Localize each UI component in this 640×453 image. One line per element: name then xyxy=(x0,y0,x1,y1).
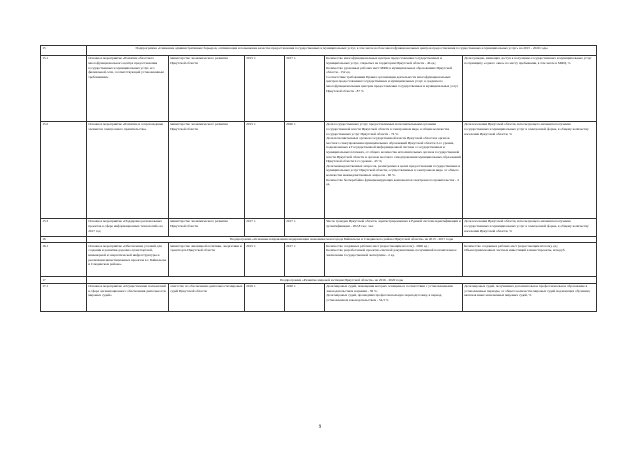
start-year: 2017 г. xyxy=(245,219,285,237)
end-year: 2020 г. xyxy=(285,283,325,311)
expected-results xyxy=(325,219,463,237)
end-year: 2020 г. xyxy=(285,122,325,219)
target-indicators xyxy=(463,122,597,219)
result-line: Доля мировых судей, помещения которых оснащены в соответствии с установленными законодательством нормами - 59 %. xyxy=(326,284,453,293)
row-number: 15.1 xyxy=(41,56,87,122)
row-number: 17 xyxy=(41,277,87,283)
target-line: Доля граждан, имеющих доступ к получению государственных и муниципальных услуг по принципу «одного окна» по месту пребывания, в том числе в МФЦ, % xyxy=(464,56,592,65)
result-line: Соответствие требованиям Правил организации деятельности многофункциональных центров предоставления государственных и муниципальных услуг, в среднем по многофункциональным центрам предоставления государственных и муниципальных услуг Иркутской области - 87 % xyxy=(326,74,459,93)
program-table xyxy=(40,45,597,312)
target-indicators xyxy=(463,219,597,237)
responsible-executor: министерство экономического развития Иркутской области xyxy=(169,219,245,237)
target-line: Количество созданных рабочих мест (нарастающим итогом), ед.; xyxy=(464,243,559,248)
target-line: Доля населения Иркутской области, использующего механизм получения государственных и муниципальных услуг в электронной форме, в общему количеству населения Иркутской области, % xyxy=(464,219,589,233)
page-number: 9 xyxy=(318,425,322,430)
result-line: Число граждан Иркутской области, зарегистрированных в Единой системе идентификации и аутентификации - 202,8 тыс. чел. xyxy=(326,219,461,228)
result-line: Доля государственных услуг, предоставляемых исполнительными органами государственной власти Иркутской области в электронном виде, в общем количестве государственных услуг Иркутской области - 74 %. xyxy=(326,122,450,136)
start-year: 2015 г. xyxy=(245,243,285,277)
expected-results xyxy=(325,122,463,219)
table-body xyxy=(41,46,597,312)
result-line: Количество удаленных рабочих мест МФЦ в муниципальных образованиях Иркутской области - 152 ед. xyxy=(326,65,452,75)
responsible-executor: министерство экономического развития Иркутской области xyxy=(169,56,245,122)
table-row xyxy=(41,122,597,219)
table-row xyxy=(41,243,597,277)
expected-results xyxy=(325,283,463,311)
subprogram-title: Подпрограмма «Развитие мировой юстиции Иркутской области» на 2016 - 2020 годы xyxy=(87,277,597,283)
result-line: Количество разработанной проектно-сметной документации, получившей положительное заключение государственной экспертизы - 2 ед. xyxy=(326,248,457,257)
table-row xyxy=(41,219,597,237)
start-year: 2016 г. xyxy=(245,283,285,311)
table-row xyxy=(41,56,597,122)
result-line: Количество созданных рабочих мест (нарастающим итогом) - 2600 ед.; xyxy=(326,243,429,248)
row-number: 16.1 xyxy=(41,243,87,277)
end-year: 2017 г. xyxy=(285,219,325,237)
responsible-executor: агентство по обеспечению деятельности мировых судей Иркутской области xyxy=(169,283,245,311)
start-year: 2015 г. xyxy=(245,56,285,122)
responsible-executor: министерство жилищной политики, энергетики и транспорта Иркутской области xyxy=(169,243,245,277)
expected-results xyxy=(325,56,463,122)
row-number: 15.3 xyxy=(41,219,87,237)
measure-name: Основное мероприятие «Обеспечение условий для создания и развития дорожно-транспортной, инженерной и энергетической инфраструктуры и реализации инвестиционных проектов в г. Байкальске и Слюдянском районе» xyxy=(87,243,169,277)
responsible-executor: министерство экономического развития Иркутской области xyxy=(169,122,245,219)
end-year: 2017 г. xyxy=(285,56,325,122)
result-line: Количество многофункциональных центров предоставления государственных и муниципальных услуг, открытых на территории Иркутской области - 46 ед.; xyxy=(326,56,442,65)
measure-name: Основное мероприятие «Поддержка региональных проектов в сфере информационных технологий» на 2017 год xyxy=(87,219,169,237)
target-indicators xyxy=(463,283,597,311)
target-line: Доля населения Иркутской области, использующего механизм получения государственных и муниципальных услуг в электронной форме, в общему количеству населения Иркутской области, % xyxy=(464,122,589,136)
table-row xyxy=(41,283,597,311)
measure-name: Основное мероприятие «Развитие и сопровождение элементов электронного правительства» xyxy=(87,122,169,219)
target-indicators xyxy=(463,56,597,122)
target-indicators xyxy=(463,243,597,277)
result-line: Доля исполнительных органов государственной власти Иркутской области и органов местного самоуправления муниципальных образований Иркутской области 2-го уровня, подключенных к Государственной информационной системе о государственных и муниципальных платежах, от общего количества исполнительных органов государственной власти Иркутской области и органов местного самоуправления муниципальных образований Иркутской области 2-го уровня - 45 %; xyxy=(326,136,461,164)
subprogram-title: Подпрограмма «Основные направления модернизации экономики моногорода Байкальска и Слюдянского района Иркутской области» на 2015 - 2017 годы xyxy=(87,237,597,243)
subprogram-row xyxy=(41,46,597,56)
result-line: Доля межведомственных запросов, реализуемых в целях предоставления государственных и муниципальных услуг Иркутской области, осуществляемых в электронном виде, от общего количества межведомственных запросов - 60 %. xyxy=(326,163,461,177)
target-line: Объем привлеченных частных инвестиций в инвестпроекты, млн.руб. xyxy=(464,248,566,253)
result-line: Количество бесперебойно функционирующих компонентов электронного правительства - 4 ед. xyxy=(326,177,459,187)
subprogram-title: Подпрограмма «Снижение административных барьеров, оптимизация и повышение качества предоставления государственных и муниципальных услуг, в том числе на базе многофункциональных центров предоставления государственных и муниципальных услуг» на 2015 - 2020 годы xyxy=(87,46,597,56)
row-number: 15 xyxy=(41,46,87,56)
target-line: Доля мировых судей, получивших дополнительное профессиональное образование в установленные периоды, от общего количества мировых судей подлежащих обучению; включая иных назначенных мировых судей, % xyxy=(464,284,591,298)
row-number: 17.1 xyxy=(41,283,87,311)
start-year: 2015 г. xyxy=(245,122,285,219)
result-line: Доля мировых судей, прошедших профессиональную переподготовку, в период, установленном законодательством - 54,3 % xyxy=(326,293,443,302)
end-year: 2017 г. xyxy=(285,243,325,277)
row-number: 15.2 xyxy=(41,122,87,219)
expected-results xyxy=(325,243,463,277)
measure-name: Основное мероприятие «Развитие областного многофункционального центра предоставления государственных и муниципальных услуг, его филиальной сети, соответствующей установленным требованиям» xyxy=(87,56,169,122)
row-number: 16 xyxy=(41,237,87,243)
measure-name: Основное мероприятие «Осуществление полномочий в сфере организационного обеспечения деятельности мировых судей» xyxy=(87,283,169,311)
